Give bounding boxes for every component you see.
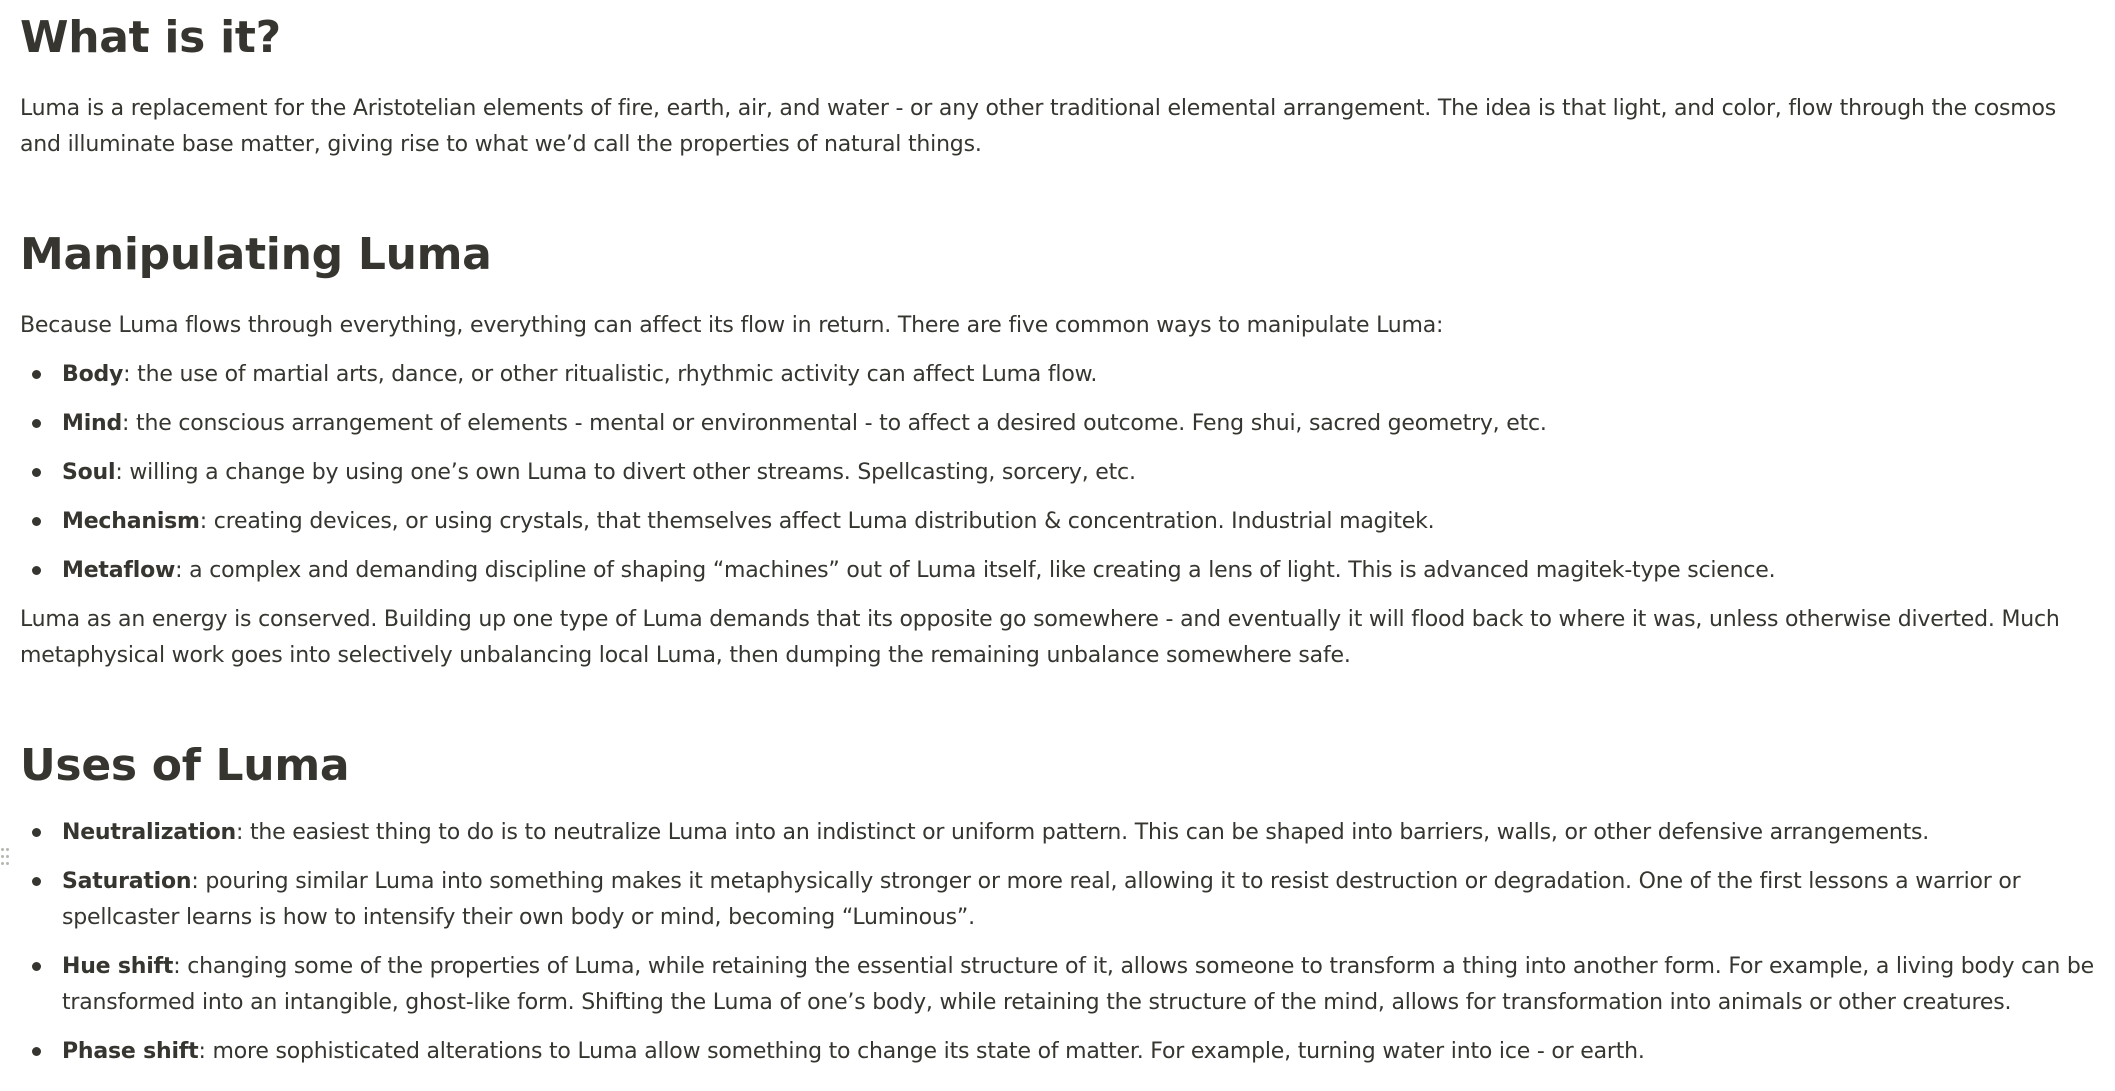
list-item-term: Mechanism [62,509,200,534]
list-item [20,815,2100,851]
heading-what-is-it: What is it? [20,12,281,63]
list-item-term: Phase shift [62,1039,199,1064]
paragraph-what-is-it: Luma is a replacement for the Aristotelian elements of fire, earth, air, and water - or any other traditional elemental arrangement. The idea is that light, and color, flow through the cosmos and illuminate base matter, giving rise to what we’d call the properties of natural things. [20,96,2056,157]
bullet-icon [32,828,41,837]
list-item-text: : more sophisticated alterations to Luma allow something to change its state of matter. For example, turning water into ice - or earth. [198,1039,1645,1064]
bullet-icon [32,419,41,428]
list-item [20,455,2100,491]
list-item-text: : the conscious arrangement of elements - mental or environmental - to affect a desired outcome. Feng shui, sacred geometry, etc. [122,411,1547,436]
list-item [20,553,2100,589]
bullet-icon [32,877,41,886]
list-item-text: : creating devices, or using crystals, that themselves affect Luma distribution & concentration. Industrial magitek. [199,509,1435,534]
document-page [20,0,2100,1070]
list-item-text: : changing some of the properties of Luma, while retaining the essential structure of it, allows someone to transform a thing into another form. For example, a living body can be transformed into an intangible, ghost-like form. Shifting the Luma of one’s body, while retaining the structure of the mind, allows for transformation into animals or other creatures. [62,954,2094,1015]
block-drag-handle-icon[interactable] [1,848,9,870]
bullet-icon [32,370,41,379]
bullet-icon [32,468,41,477]
list-item [20,864,2100,936]
bullet-icon [32,962,41,971]
list-manipulation-methods [20,357,2100,589]
heading-manipulating-luma: Manipulating Luma [20,229,492,280]
list-item-text: : the easiest thing to do is to neutralize Luma into an indistinct or uniform pattern. This can be shaped into barriers, walls, or other defensive arrangements. [235,820,1930,845]
list-luma-uses [20,815,2100,1070]
list-item [20,406,2100,442]
list-item-text: : the use of martial arts, dance, or other ritualistic, rhythmic activity can affect Luma flow. [123,362,1098,387]
bullet-icon [32,566,41,575]
paragraph-manipulating-outro: Luma as an energy is conserved. Building up one type of Luma demands that its opposite go somewhere - and eventually it will flood back to where it was, unless otherwise diverted. Much metaphysical work goes into selectively unbalancing local Luma, then dumping the remaining unbalance somewhere safe. [20,607,2060,668]
list-item-term: Metaflow [62,558,176,583]
bullet-icon [32,1047,41,1056]
list-item-term: Body [62,362,124,387]
list-item [20,949,2100,1021]
list-item-term: Mind [62,411,123,436]
list-item-text: : pouring similar Luma into something makes it metaphysically stronger or more real, allowing it to resist destruction or degradation. One of the first lessons a warrior or spellcaster learns is how to intensify their own body or mind, becoming “Luminous”. [62,869,2021,930]
list-item-term: Neutralization [62,820,236,845]
bullet-icon [32,517,41,526]
paragraph-manipulating-intro: Because Luma flows through everything, everything can affect its flow in return. There are five common ways to manipulate Luma: [20,313,1444,338]
heading-uses-of-luma: Uses of Luma [20,740,350,791]
list-item [20,357,2100,393]
list-item-term: Soul [62,460,116,485]
list-item [20,1034,2100,1070]
list-item-text: : willing a change by using one’s own Luma to divert other streams. Spellcasting, sorcery, etc. [115,460,1136,485]
list-item [20,504,2100,540]
list-item-text: : a complex and demanding discipline of shaping “machines” out of Luma itself, like creating a lens of light. This is advanced magitek-type science. [175,558,1776,583]
list-item-term: Hue shift [62,954,174,979]
list-item-term: Saturation [62,869,192,894]
